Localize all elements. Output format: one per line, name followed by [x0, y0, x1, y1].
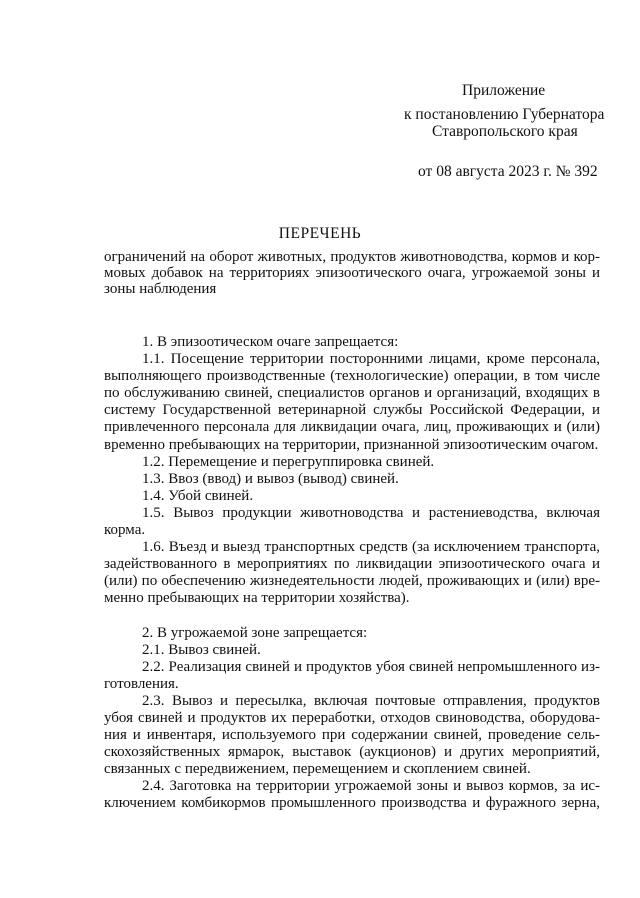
decree-reference-line-2: Ставропольского края	[432, 123, 578, 140]
item-1-1-line: временно пребывающих на территории, признанной эпизоотическим очагом.	[104, 436, 599, 453]
decree-date-number: от 08 августа 2023 г. № 392	[418, 163, 598, 180]
subtitle-line: зоны наблюдения	[104, 281, 217, 297]
decree-reference-line-1: к постановлению Губернатора	[404, 106, 605, 123]
document-body	[104, 334, 600, 813]
item-2-2-line: 2.2. Реализация свиней и продуктов убоя свиней непромышленного из-	[142, 658, 600, 675]
item-1-5-line: корма.	[104, 522, 146, 539]
item-1-6-line: (или) по обеспечению жизнедеятельности людей, проживающих и (или) вре-	[104, 573, 600, 590]
subtitle-line: ограничений на оборот животных, продуктов животноводства, кормов и кор-	[104, 249, 600, 265]
item-2-3-line: ния и инвентаря, используемого при содержании свиней, проведение сель-	[104, 727, 600, 744]
item-2-3-line: связанных с передвижением, перемещением и скоплением свиней.	[104, 761, 531, 778]
item-1-1-line: по обслуживанию свиней, специалистов органов и организаций, входящих в	[104, 385, 600, 402]
item-1-2: 1.2. Перемещение и перегруппировка свиней.	[142, 453, 435, 470]
item-1-6-line: задействованного в мероприятиях по ликвидации эпизоотического очага и	[104, 556, 600, 573]
item-2-4-line: ключением комбикормов промышленного производства и фуражного зерна,	[104, 795, 600, 812]
item-1-6-line: менно пребывающих на территории хозяйства).	[104, 590, 410, 607]
paragraph-gap	[104, 608, 600, 625]
item-1-5-line: 1.5. Вывоз продукции животноводства и растениеводства, включая	[142, 504, 600, 521]
item-1-6-line: 1.6. Въезд и выезд транспортных средств (за исключением транспорта,	[142, 539, 600, 556]
item-1-3: 1.3. Ввоз (ввод) и вывоз (вывод) свиней.	[142, 470, 399, 487]
item-2-2-line: готовления.	[104, 675, 179, 692]
item-1-1-line: привлеченного персонала для ликвидации очага, лиц, проживающих и (или)	[104, 419, 600, 436]
appendix-label: Приложение	[462, 82, 546, 99]
section-2-heading: 2. В угрожаемой зоне запрещается:	[142, 624, 368, 641]
item-2-1: 2.1. Вывоз свиней.	[142, 641, 261, 658]
item-2-3-line: 2.3. Вывоз и пересылка, включая почтовые отправления, продуктов	[142, 692, 600, 709]
item-1-1-line: систему Государственной ветеринарной службы Российской Федерации, и	[104, 402, 600, 419]
item-2-3-line: скохозяйственных ярмарок, выставок (аукционов) и других мероприятий,	[104, 744, 600, 761]
item-1-1-line: 1.1. Посещение территории посторонними лицами, кроме персонала,	[142, 351, 600, 368]
subtitle-line: мовых добавок на территориях эпизоотического очага, угрожаемой зоны и	[104, 265, 600, 281]
document-title: ПЕРЕЧЕНЬ	[278, 225, 362, 242]
document-subtitle	[104, 249, 600, 297]
item-1-4: 1.4. Убой свиней.	[142, 487, 254, 504]
item-2-4-line: 2.4. Заготовка на территории угрожаемой зоны и вывоз кормов, за ис-	[142, 778, 600, 795]
section-1-heading: 1. В эпизоотическом очаге запрещается:	[142, 334, 399, 350]
item-2-3-line: убоя свиней и продуктов их переработки, отходов свиноводства, оборудова-	[104, 709, 600, 726]
item-1-1-line: выполняющего производственные (технологические) операции, в том числе	[104, 368, 600, 385]
